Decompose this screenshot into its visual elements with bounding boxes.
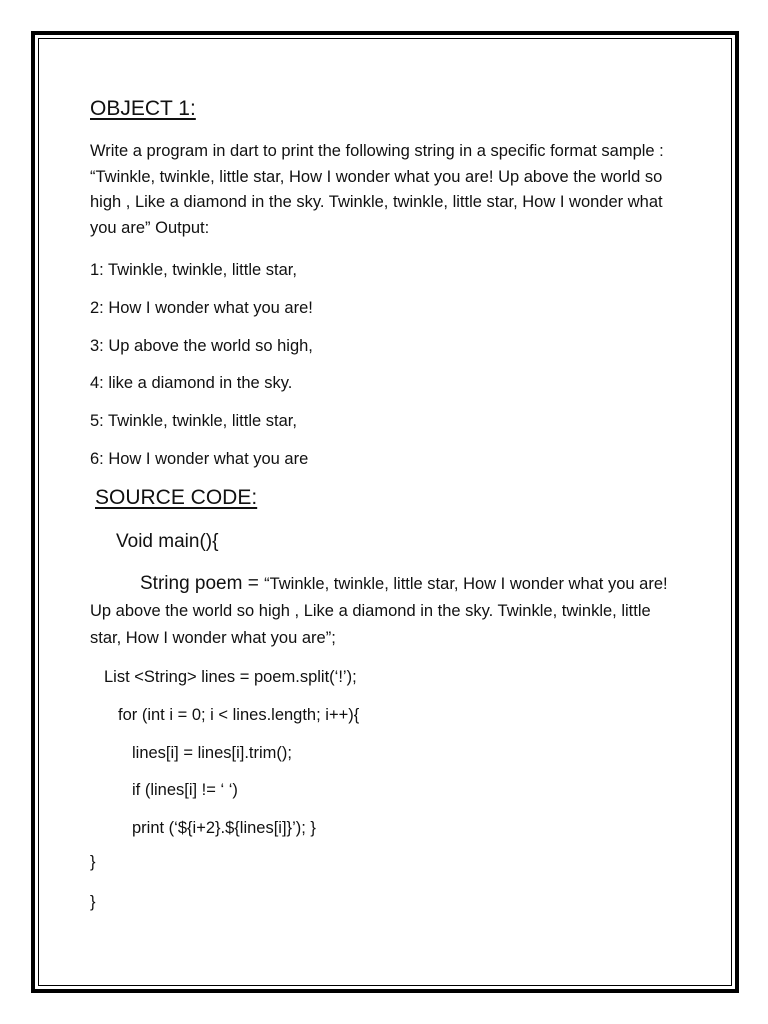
output-line-1: 1: Twinkle, twinkle, little star, [90, 261, 297, 279]
code-main-declaration: Void main(){ [116, 531, 219, 552]
output-line-3: 3: Up above the world so high, [90, 337, 313, 355]
code-poem-declaration [90, 570, 680, 652]
code-print-statement: print (‘${i+2}.${lines[i]}’); } [132, 819, 316, 837]
code-for-loop: for (int i = 0; i < lines.length; i++){ [118, 706, 360, 724]
problem-description: Write a program in dart to print the following string in a specific format sample : “Twinkle, twinkle, little star, How I wonder what you are! Up above the world so high , Like a diamond in the sky. Twinkle, twinkle, little star, How I wonder what you are” Output: [90, 142, 664, 237]
output-line-6: 6: How I wonder what you are [90, 450, 309, 468]
code-lines-declaration: List <String> lines = poem.split(‘!’); [104, 668, 357, 686]
output-line-2: 2: How I wonder what you are! [90, 299, 313, 317]
code-poem-variable: String poem = [140, 573, 265, 594]
code-poem-string: “Twinkle, twinkle, little star, How I wonder what you are! Up above the world so high , Like a diamond in the sky. Twinkle, twinkle, little star, How I wonder what you are”; [90, 575, 668, 647]
code-closing-brace-1: } [90, 853, 96, 871]
object-heading: OBJECT 1: [90, 97, 196, 120]
output-line-4: 4: like a diamond in the sky. [90, 374, 293, 392]
code-trim-statement: lines[i] = lines[i].trim(); [132, 744, 292, 762]
source-code-heading: SOURCE CODE: [95, 486, 258, 509]
output-line-5: 5: Twinkle, twinkle, little star, [90, 412, 297, 430]
code-if-statement: if (lines[i] != ‘ ‘) [132, 781, 238, 799]
code-closing-brace-2: } [90, 893, 96, 911]
